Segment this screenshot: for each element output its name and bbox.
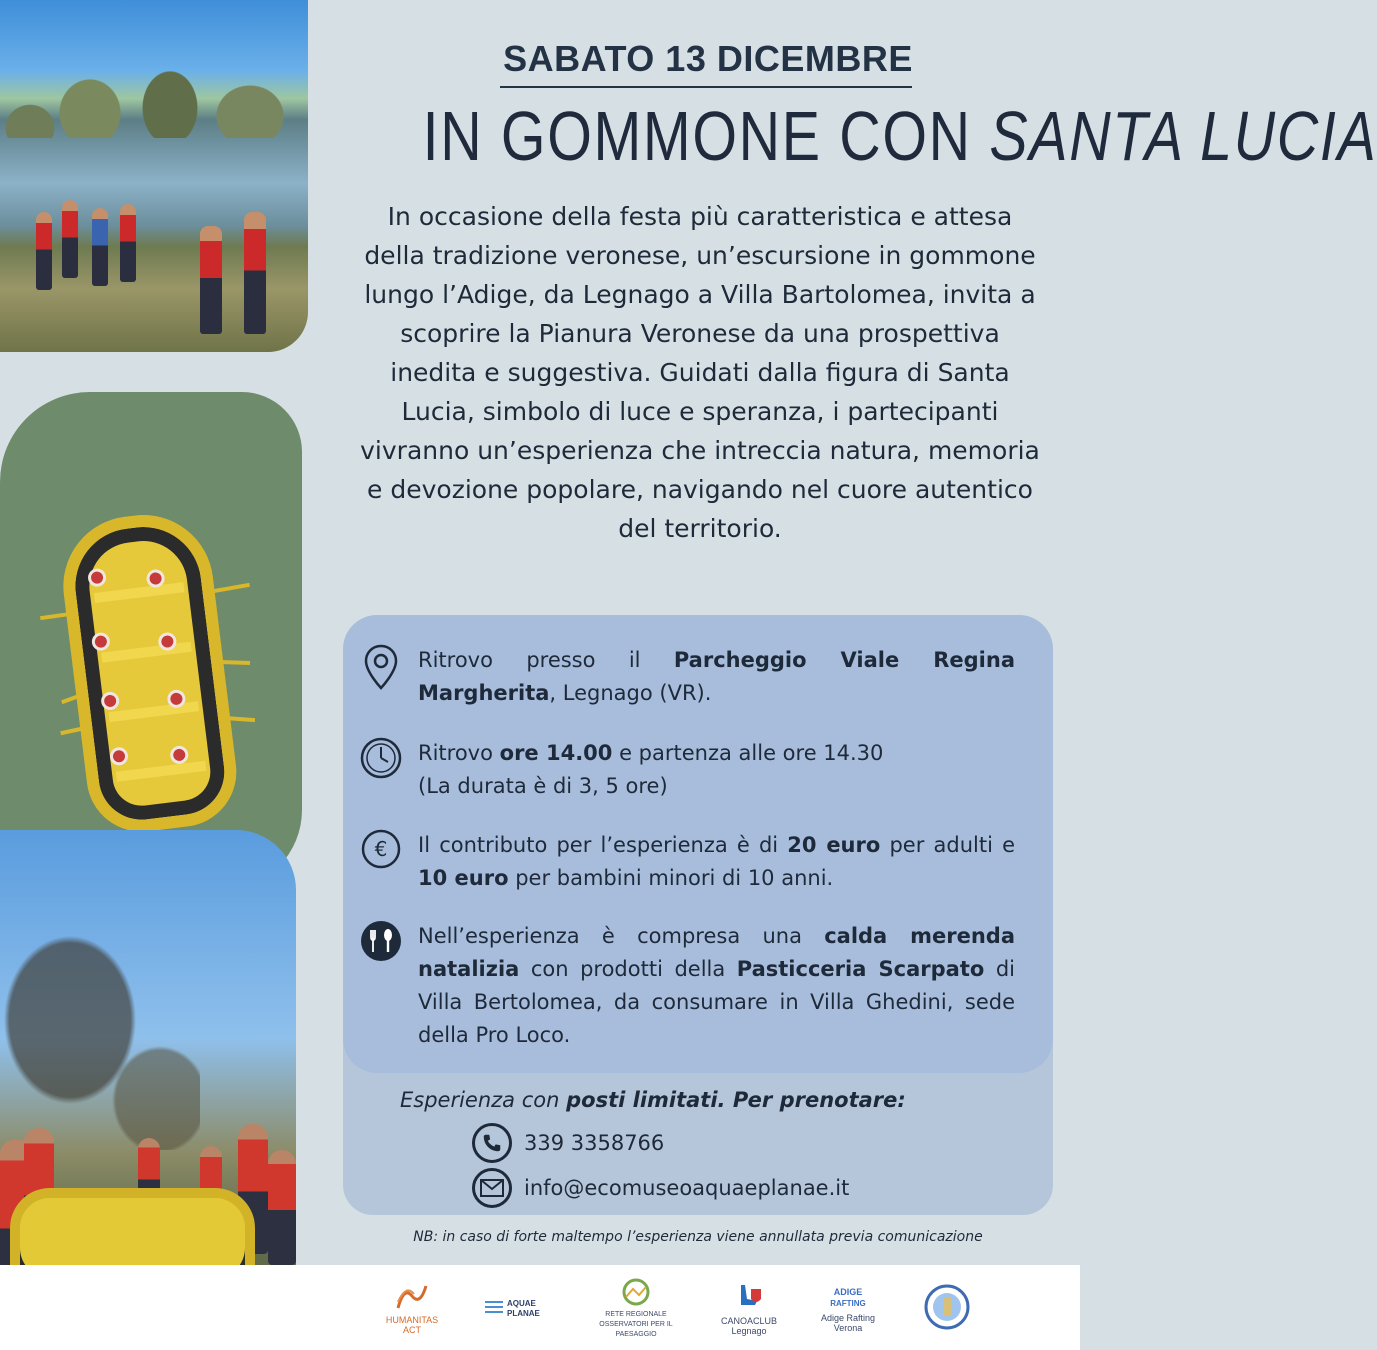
photo-raft-seat [101,642,192,663]
photo-person [120,204,136,282]
time-text-2: e partenza alle ore 14.30 [612,741,884,765]
time-text-1: Ritrovo [418,741,500,765]
photo-collage [0,0,310,1265]
photo-paddler [109,746,129,766]
meeting-time: ore 14.00 [499,741,613,765]
event-date: SABATO 13 DICEMBRE [503,38,913,79]
page-title [422,96,1377,176]
booking-label-bold: posti limitati. Per prenotare: [566,1088,906,1112]
fork-spoon-icon [360,920,402,962]
adult-price: 20 euro [787,833,881,857]
photo-paddler [169,745,189,765]
phone-number[interactable]: 339 3358766 [524,1131,665,1155]
humanitas-label: HUMANITAS ACT [385,1315,439,1335]
meeting-text-2: , Legnago (VR). [549,681,712,705]
title-plain: IN GOMMONE CON [422,97,990,175]
mail-icon [472,1168,512,1208]
snack-name: calda merenda natalizia [418,924,1015,981]
price-text-1: Il contributo per l’esperienza è di [418,833,788,857]
photo-raft-seat [94,582,185,603]
booking-label [400,1088,1040,1112]
svg-text:RAFTING: RAFTING [830,1299,866,1308]
photo-person [36,212,52,290]
date-divider [500,86,912,88]
canoaclub-logo [722,1281,776,1336]
booking-label-1: Esperienza con [400,1088,567,1112]
adige-rafting-logo [810,1281,886,1336]
svg-text:AQUAE: AQUAE [507,1299,536,1308]
euro-icon [360,829,402,871]
meeting-text [418,644,1015,710]
photo-paddler [91,632,111,652]
photo-raft-seat [109,701,200,722]
photo-person [200,226,222,334]
duration-text: (La durata è di 3, 5 ore) [418,774,668,798]
osservatorio-label: RETE REGIONALE OSSERVATORI PER IL PAESAGGIO [599,1311,673,1338]
info-price [360,829,1015,895]
photo-lake-group [0,0,308,352]
bakery-name: Pasticceria Scarpato [736,957,985,981]
humanitas-logo [380,1281,444,1336]
weather-note: NB: in caso di forte maltempo l’esperienza viene annullata previa comunicazione [413,1229,983,1245]
clock-icon [360,737,402,779]
aquae-planae-logo [478,1281,542,1336]
osservatorio-logo [580,1281,692,1336]
time-text [418,737,1015,803]
child-price: 10 euro [418,866,509,890]
svg-text:€: € [374,837,388,861]
canoaclub-label: CANOACLUB Legnago [721,1316,778,1336]
sponsor-footer [0,1265,1080,1350]
email-address[interactable]: info@ecomuseoaquaeplanae.it [524,1176,850,1200]
svg-text:PLANAE: PLANAE [507,1309,540,1318]
photo-treeline [0,68,308,138]
meeting-text-1: Ritrovo presso il [418,648,674,672]
phone-contact[interactable] [472,1123,664,1163]
info-food [360,920,1015,1052]
photo-person [268,1150,296,1265]
food-text-3: di Villa Bertolomea, da consumare in Villa Ghedini, sede della Pro Loco. [418,957,1015,1047]
info-time [360,737,1015,803]
photo-person [92,208,108,286]
meeting-place: Parcheggio Viale Regina Margherita [418,648,1015,705]
title-emphasis: SANTA LUCIA [989,97,1377,175]
food-text [418,920,1015,1052]
location-pin-icon [360,644,402,686]
intro-paragraph: In occasione della festa più caratteristica e attesa della tradizione veronese, un’escursione in gommone lungo l’Adige, da Legnago a Villa Bartolomea, invita a scoprire la Pianura Veronese da una prospettiva inedita e suggestiva. Guidati dalla figura di Santa Lucia, simbolo di luce e speranza, i partecipanti vivranno un’esperienza che intreccia natura, memoria e devozione popolare, navigando nel cuore autentico del territorio. [360,202,1040,543]
photo-paddler [87,568,107,588]
price-text-2: per adulti e [880,833,1015,857]
proloco-logo [910,1281,984,1336]
photo-person [244,212,266,334]
photo-bare-tree [0,890,200,1150]
food-text-1: Nell’esperienza è compresa una [418,924,825,948]
food-text-2: con prodotti della [519,957,737,981]
email-contact[interactable] [472,1168,849,1208]
photo-paddler [100,691,120,711]
price-text [418,829,1015,895]
price-text-3: per bambini minori di 10 anni. [508,866,834,890]
phone-icon [472,1123,512,1163]
svg-text:ADIGE: ADIGE [833,1287,863,1297]
info-meeting [360,644,1015,710]
photo-raft-seat [116,761,207,782]
adige-rafting-label: Adige Rafting Verona [820,1313,876,1333]
photo-person [62,200,78,278]
